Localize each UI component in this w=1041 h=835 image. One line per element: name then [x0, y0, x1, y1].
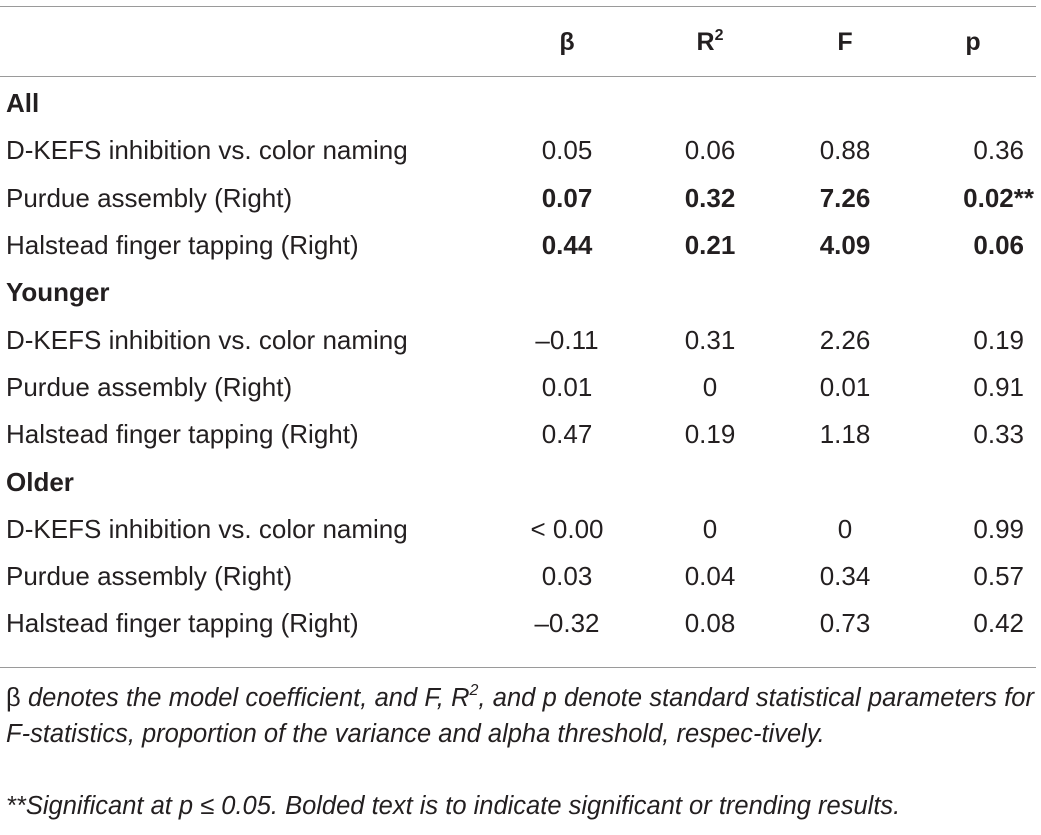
cell-r2: 0.19 — [684, 419, 736, 450]
cell-p: 0.42 — [973, 608, 1024, 639]
cell-r2: 0.06 — [684, 135, 736, 166]
cell-f: 0.01 — [819, 371, 871, 402]
cell-measure: Halstead finger tapping (Right) — [6, 419, 359, 450]
header-r2-sup: 2 — [714, 26, 724, 44]
cell-p: 0.06 — [973, 230, 1024, 261]
cell-measure: D-KEFS inhibition vs. color naming — [6, 324, 408, 355]
cell-f: 4.09 — [819, 230, 871, 261]
cell-p: 0.91 — [973, 371, 1024, 402]
header-beta: β — [559, 27, 575, 56]
cell-r2: 0 — [702, 371, 718, 402]
table-row — [0, 506, 1036, 553]
section-heading: All — [6, 88, 40, 119]
footnote-significance: **Significant at p ≤ 0.05. Bolded text is to indicate significant or trending results. — [6, 792, 901, 820]
cell-measure: Purdue assembly (Right) — [6, 182, 293, 213]
table-row — [0, 316, 1036, 363]
cell-measure: Purdue assembly (Right) — [6, 371, 293, 402]
cell-f: 1.18 — [819, 419, 871, 450]
cell-p: 0.19 — [973, 324, 1024, 355]
table-row — [0, 411, 1036, 458]
cell-f: 0.73 — [819, 608, 871, 639]
cell-measure: Halstead finger tapping (Right) — [6, 230, 359, 261]
cell-measure: D-KEFS inhibition vs. color naming — [6, 513, 408, 544]
cell-p: 0.33 — [973, 419, 1024, 450]
section-row — [0, 80, 1036, 127]
cell-p: 0.57 — [973, 561, 1024, 592]
header-p: p — [965, 27, 981, 56]
header-label — [0, 0, 494, 80]
table-row — [0, 553, 1036, 600]
table-body — [0, 80, 1036, 648]
cell-beta: 0.44 — [541, 230, 593, 261]
section-row — [0, 458, 1036, 505]
cell-measure: D-KEFS inhibition vs. color naming — [6, 135, 408, 166]
header-r2 — [640, 0, 780, 80]
table-bottom-rule — [0, 667, 1036, 668]
cell-beta: –0.32 — [534, 608, 600, 639]
cell-f: 2.26 — [819, 324, 871, 355]
section-heading: Older — [6, 466, 74, 497]
cell-measure: Purdue assembly (Right) — [6, 561, 293, 592]
header-r2-base: R — [696, 27, 715, 56]
cell-f: 0 — [837, 513, 853, 544]
cell-beta: 0.07 — [541, 182, 593, 213]
cell-beta: –0.11 — [535, 324, 599, 355]
cell-measure: Halstead finger tapping (Right) — [6, 608, 359, 639]
cell-p: 0.02** — [963, 182, 1034, 213]
cell-r2: 0 — [702, 513, 718, 544]
table-row — [0, 600, 1036, 647]
cell-p: 0.99 — [973, 513, 1024, 544]
footnote-r2-sup: 2 — [469, 682, 479, 699]
cell-f: 7.26 — [819, 182, 871, 213]
cell-r2: 0.04 — [684, 561, 736, 592]
cell-beta: 0.47 — [541, 419, 593, 450]
cell-beta: 0.01 — [541, 371, 593, 402]
cell-r2: 0.08 — [684, 608, 736, 639]
cell-beta: < 0.00 — [530, 513, 604, 544]
table-header — [0, 0, 1036, 80]
cell-p: 0.36 — [973, 135, 1024, 166]
table-row — [0, 364, 1036, 411]
table-row — [0, 127, 1036, 174]
cell-f: 0.34 — [819, 561, 871, 592]
cell-r2: 0.21 — [684, 230, 736, 261]
cell-r2: 0.32 — [684, 182, 736, 213]
footnote-definitions-text-a: denotes the model coefficient, and F, R — [20, 684, 470, 712]
header-row — [0, 0, 1036, 80]
table-row — [0, 222, 1036, 269]
cell-beta: 0.05 — [541, 135, 593, 166]
section-heading: Younger — [6, 277, 110, 308]
cell-f: 0.88 — [819, 135, 871, 166]
table-row — [0, 175, 1036, 222]
header-f: F — [837, 27, 853, 56]
footnote-definitions — [6, 680, 1034, 752]
footnote-beta-symbol: β — [6, 684, 21, 712]
cell-beta: 0.03 — [541, 561, 593, 592]
section-row — [0, 269, 1036, 316]
footnote-definitions-text-b: , and p denote standard statistical parameters for F-statistics, proportion of the variance and alpha threshold, respec-tively. — [6, 684, 1034, 748]
cell-r2: 0.31 — [684, 324, 736, 355]
